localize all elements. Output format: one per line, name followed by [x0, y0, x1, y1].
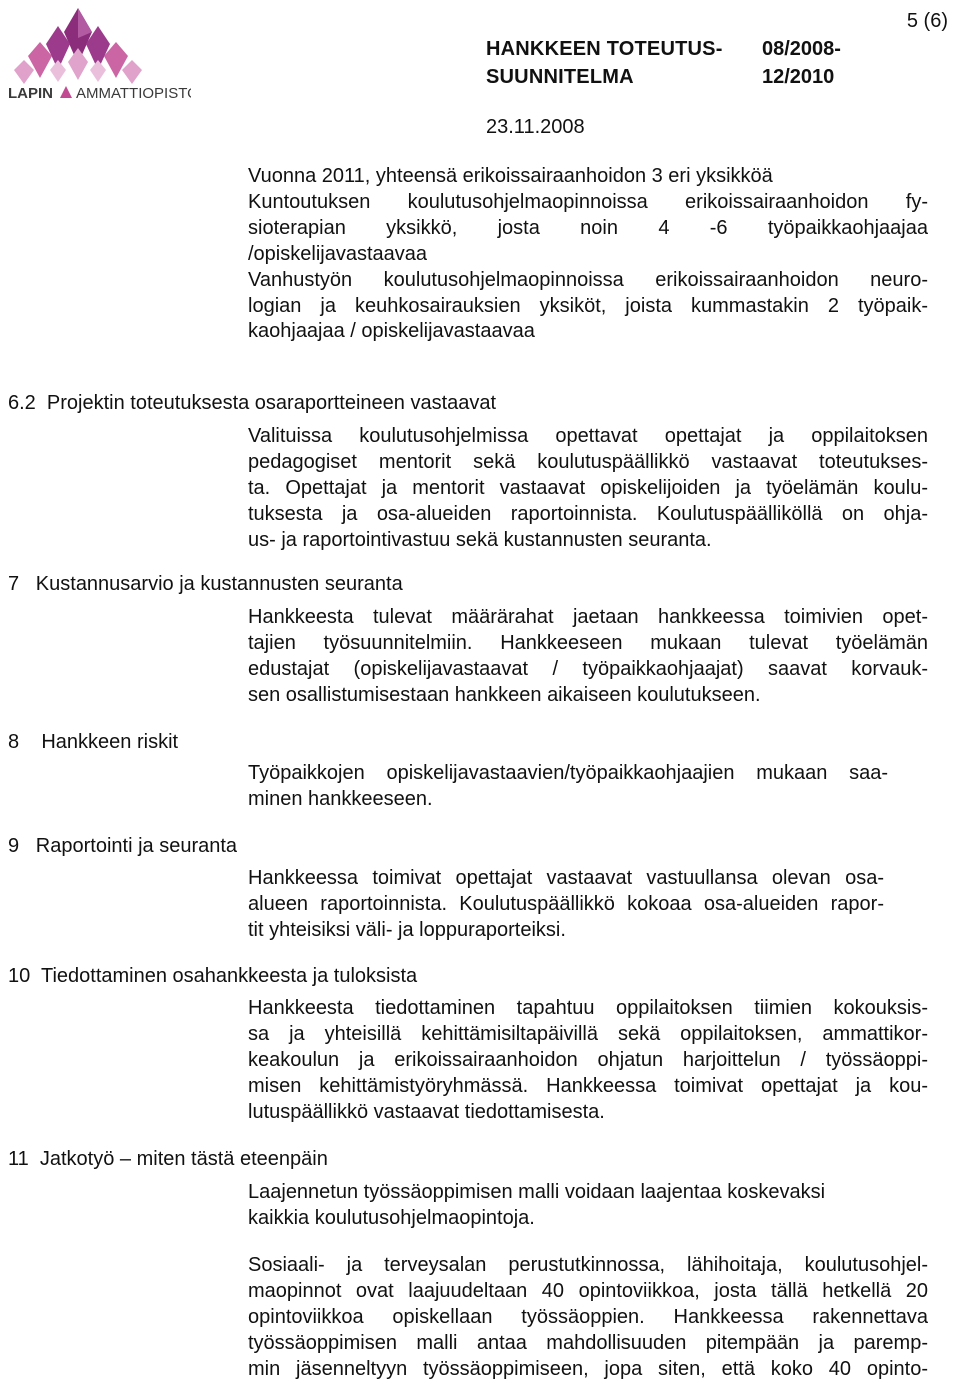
paragraph-line: Työpaikkojen opiskelijavastaavien/työpaikkaohjaajien mukaan saa-	[248, 762, 888, 784]
document-title	[486, 35, 723, 91]
svg-text:LAPIN: LAPIN	[8, 85, 53, 100]
paragraph-line: Sosiaali- ja terveysalan perustutkinnossa, lähihoitaja, koulutusohjel-	[248, 1254, 928, 1276]
paragraph-line: lutuspäällikkö vastaavat tiedottamisesta.	[248, 1100, 605, 1123]
lapin-ammattiopisto-logo	[6, 4, 191, 100]
paragraph-line: tit yhteisiksi väli- ja loppuraporteiksi.	[248, 918, 566, 941]
section-10-paragraph	[248, 996, 928, 1126]
section-8-paragraph	[248, 761, 888, 813]
paragraph-line: kaikkia koulutusohjelmaopintoja.	[248, 1206, 535, 1229]
page-number: 5 (6)	[906, 10, 948, 32]
paragraph-line: sioterapian yksikkö, josta noin 4 -6 työpaikkaohjaajaa	[248, 216, 928, 239]
section-heading-8: 8 Hankkeen riskit	[8, 731, 179, 753]
document-date: 23.11.2008	[486, 116, 585, 138]
document-title-line2: SUUNNITELMA	[486, 66, 634, 88]
paragraph-line: ta. Opettajat ja mentorit vastaavat opiskelijoiden ja työelämän koulu-	[248, 476, 928, 499]
paragraph-line: Kuntoutuksen koulutusohjelmaopinnoissa erikoissairaanhoidon fy-	[248, 190, 928, 213]
document-period	[762, 35, 841, 91]
paragraph-line: sa ja yhteisillä kehittämisiltapäivillä sekä oppilaitoksen, ammattikor-	[248, 1022, 928, 1045]
paragraph-line: alueen raportoinnista. Koulutuspäällikkö kokoaa osa-alueiden rapor-	[248, 892, 884, 915]
document-period-line1: 08/2008-	[762, 38, 841, 60]
paragraph-line: Vuonna 2011, yhteensä erikoissairaanhoidon 3 eri yksikköä	[248, 165, 773, 187]
paragraph-line: pedagogiset mentorit sekä koulutuspäällikkö vastaavat toteutukses-	[248, 450, 928, 473]
section-heading-9: 9 Raportointi ja seuranta	[8, 835, 238, 857]
paragraph-line: kaohjaajaa / opiskelijavastaavaa	[248, 320, 535, 343]
paragraph-line: työssäoppimisen malli antaa mahdollisuuden pitempään ja paremp-	[248, 1331, 928, 1354]
paragraph-line: tuksesta ja osa-alueiden raportoinnista. Koulutuspäälliköllä on ohja-	[248, 502, 928, 525]
paragraph-line: logian ja keuhkosairauksien yksiköt, joista kummastakin 2 työpaik-	[248, 294, 928, 317]
paragraph-line: keakoulun ja erikoissairaanhoidon ohjatun harjoittelun / työssäoppi-	[248, 1048, 928, 1071]
section-heading-6-2: 6.2 Projektin toteutuksesta osaraportteineen vastaavat	[8, 392, 497, 414]
section-heading-11: 11 Jatkotyö – miten tästä eteenpäin	[8, 1148, 328, 1170]
paragraph-line: Hankkeessa toimivat opettajat vastaavat vastuullansa olevan osa-	[248, 867, 884, 889]
intro-paragraph	[248, 164, 928, 345]
paragraph-line: Hankkeesta tiedottaminen tapahtuu oppilaitoksen tiimien kokouksis-	[248, 997, 928, 1019]
document-title-line1: HANKKEEN TOTEUTUS-	[486, 38, 723, 60]
section-heading-10: 10 Tiedottaminen osahankkeesta ja tuloksista	[8, 965, 418, 987]
section-11-paragraph-2	[248, 1253, 928, 1383]
paragraph-line: /opiskelijavastaavaa	[248, 242, 427, 265]
paragraph-line: maopinnot ovat laajuudeltaan 40 opintoviikkoa, josta tällä hetkellä 20	[248, 1279, 928, 1302]
paragraph-line: edustajat (opiskelijavastaavat / työpaikkaohjaajat) saavat korvauk-	[248, 657, 928, 680]
paragraph-line: minen hankkeeseen.	[248, 787, 433, 810]
paragraph-line: Laajennetun työssäoppimisen malli voidaan laajentaa koskevaksi	[248, 1181, 826, 1203]
paragraph-line: opintoviikkoa opiskellaan työssäoppien. Hankkeessa rakennettava	[248, 1305, 928, 1328]
document-period-line2: 12/2010	[762, 66, 835, 88]
paragraph-line: Valituissa koulutusohjelmissa opettavat opettajat ja oppilaitoksen	[248, 425, 928, 447]
logo-emblem-icon	[6, 4, 191, 100]
paragraph-line: us- ja raportointivastuu sekä kustannusten seuranta.	[248, 528, 712, 551]
section-9-paragraph	[248, 866, 884, 944]
svg-text:AMMATTIOPISTO: AMMATTIOPISTO	[76, 85, 191, 100]
paragraph-line: Vanhustyön koulutusohjelmaopinnoissa erikoissairaanhoidon neuro-	[248, 268, 928, 291]
section-heading-7: 7 Kustannusarvio ja kustannusten seuranta	[8, 573, 403, 595]
section-11-paragraph-1	[248, 1180, 928, 1232]
paragraph-line: sen osallistumisestaan hankkeen aikaiseen koulutukseen.	[248, 683, 761, 706]
paragraph-line: misen kehittämistyöryhmässä. Hankkeessa toimivat opettajat ja kou-	[248, 1074, 928, 1097]
section-6-2-paragraph	[248, 424, 928, 554]
paragraph-line: tajien työsuunnitelmiin. Hankkeeseen mukaan tulevat työelämän	[248, 631, 928, 654]
paragraph-line: Hankkeesta tulevat määrärahat jaetaan hankkeessa toimivien opet-	[248, 606, 928, 628]
paragraph-line: min jäsenneltyyn työssäoppimiseen, jopa siten, että koko 40 opinto-	[248, 1357, 928, 1380]
section-7-paragraph	[248, 605, 928, 709]
